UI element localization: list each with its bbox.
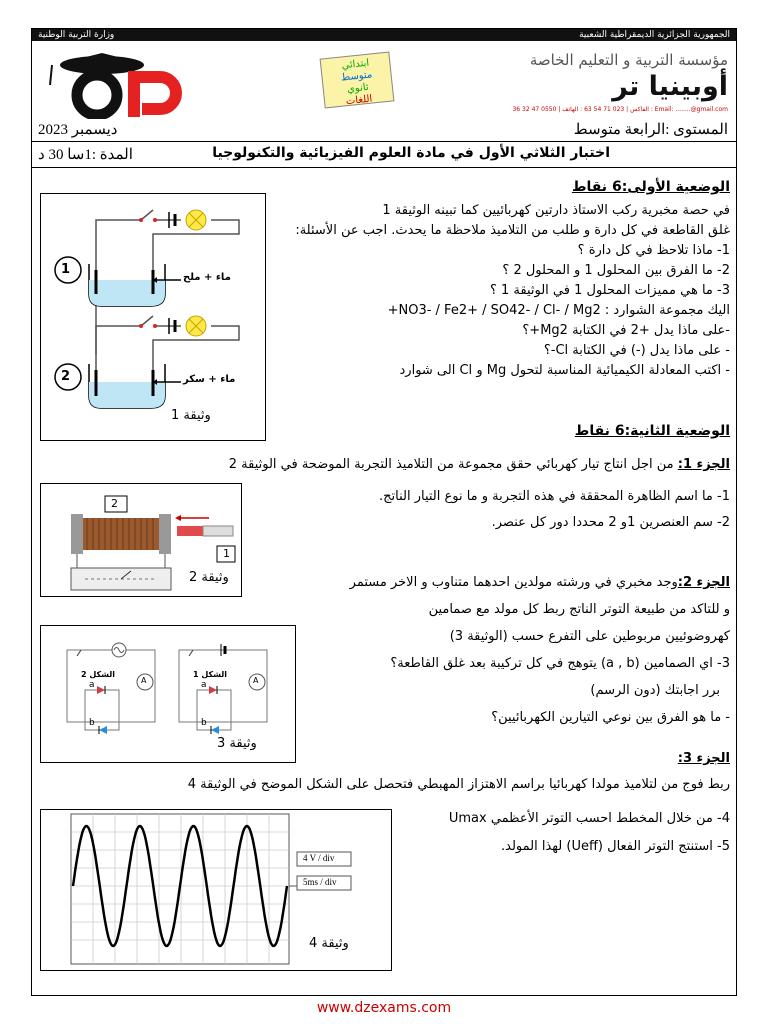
volts-per-div-label: 4 V / div [303,853,335,863]
school-info [368,51,728,113]
ministry-text: وزارة التربية الوطنية [38,30,115,40]
s1-line: في حصة مخبرية ركب الاستاذ دارتين كهربائيين كما تبينه الوثيقة 1 [382,203,730,218]
circuit1-number: 1 [61,262,71,277]
exam-title: اختبار الثلاثي الأول في مادة العلوم الفيزيائية والتكنولوجيا [212,145,610,161]
s1-line: -على ماذا يدل +2 في الكتابة Mg2+؟ [522,323,730,338]
diode-circuits-icon [41,626,295,762]
element1-label: 1 [223,547,230,560]
diode-a1-label: a [89,680,95,690]
part1-title: الجزء 1: [677,457,730,472]
exam-page [31,28,737,996]
part3-intro: ربط فوج من لتلاميذ مولدا كهربائيا براسم الاهتزاز المهبطي فتحصل على الشكل الموضح في الوثيقة 4 [187,777,730,792]
exam-title-row [32,141,736,168]
part1-q1: 1- ما اسم الظاهرة المحققة في هذه التجربة و ما نوع التيار الناتج. [378,489,730,504]
solution2-label: ماء + سكر [183,374,236,385]
s1-line: اليك مجموعة الشوارد : NO3- / Fe2+ / SO42- / Cl- / Mg2+ [387,303,730,318]
s1-line: - على ماذا يدل (-) في الكتابة Cl-؟ [543,343,730,358]
s1-line: 2- ما الفرق بين المحلول 1 و المحلول 2 ؟ [502,263,730,278]
ammeter1-label: A [141,676,147,685]
ammeter2-label: A [253,676,259,685]
document2-caption: وثيقة 2 [189,570,229,585]
school-brand: أوبينيا تر [612,71,728,102]
school-header [32,41,736,121]
document4-caption: وثيقة 4 [309,936,349,951]
part1-intro: من اجل انتاج تيار كهربائي حقق مجموعة من التلاميذ التجربة الموضحة في الوثيقة 2 [228,457,674,472]
diode-b2-label: b [201,718,207,728]
part2-line-4: برر اجابتك (دون الرسم) [590,683,720,698]
exam-duration: المدة :1سا 30 د [38,147,133,163]
document3-figure [40,625,296,763]
document1-figure [40,193,266,441]
part3-q4: 4- من خلال المخطط احسب التوتر الأعظمي Umax [448,811,730,826]
section1-body [270,201,730,381]
part2-line-0: الجزء 2:وجد مخبري في ورشته مولدين احدهما متناوب و الاخر مستمر [349,575,730,590]
part2-line-2: كهروضوئيين مربوطين على التفرع حسب (الوثيقة 3) [449,629,730,644]
school-name: مؤسسة التربية و التعليم الخاصة [529,51,728,69]
op-logo-icon [42,51,212,119]
footer-site-link[interactable]: www.dzexams.com [316,1000,452,1016]
section2-heading: الوضعية الثانية:6 نقاط [574,423,730,439]
element2-label: 2 [111,497,118,510]
level-date-row [32,117,736,142]
s1-line: 1- ماذا تلاحظ في كل دارة ؟ [577,243,730,258]
document3-caption: وثيقة 3 [217,736,257,751]
s1-line: غلق القاطعة في كل دارة و طلب من التلاميذ ملاحظة ما يحدث. اجب عن الأسئلة: [295,223,730,238]
part2-title: الجزء 2: [677,575,730,590]
s1-line: 3- ما هي مميزات المحلول 1 في الوثيقة 1 ؟ [489,283,730,298]
date-text: ديسمبر 2023 [38,122,118,138]
document4-figure [40,809,392,971]
circuit2-number: 2 [61,369,71,384]
solution1-label: ماء + ملح [183,272,231,283]
diode-a2-label: a [201,680,207,690]
part2-block [260,573,730,728]
part1-q2: 2- سم العنصرين 1و 2 محددا دور كل عنصر. [491,515,730,530]
school-levels-badge: ابتدائي متوسط ثانوي اللغات [320,51,395,108]
level-text: المستوى :الرابعة متوسط [573,122,728,138]
shape2-label: الشكل 2 [81,670,116,679]
part1-intro-line [40,455,730,475]
part2-line-1: و للتاكد من طبيعة التوتر الناتج ربط كل مولد مع صمامين [428,602,730,617]
part3-q5: 5- استنتج التوتر الفعال (Ueff) لهذا المولد. [500,839,730,854]
diode-b1-label: b [89,718,95,728]
electrolysis-circuits-icon [41,194,265,440]
time-per-div-label: 5ms / div [303,877,337,887]
part3-title: الجزء 3: [677,751,730,766]
part2-line-3: 3- اي الصمامين (a , b) يتوهج في كل تركيبة بعد غلق القاطعة؟ [390,656,730,671]
section1-heading: الوضعية الأولى:6 نقاط [571,179,730,195]
document1-caption: وثيقة 1 [171,408,211,423]
document2-figure [40,483,242,597]
ministry-banner [32,29,736,41]
school-contact: Email: ........@gmail.com : الفاكس | 023 71 54 63 : الهاتف | 0550 47 32 36 [512,106,728,113]
shape1-label: الشكل 1 [193,670,228,679]
s1-line: - اكتب المعادلة الكيميائية المناسبة لتحول Mg و Cl الى شوارد [399,363,730,378]
part2-line-5: - ما هو الفرق بين نوعي التيارين الكهربائيين؟ [491,710,730,725]
republic-text: الجمهورية الجزائرية الديمقراطية الشعبية [579,30,730,40]
